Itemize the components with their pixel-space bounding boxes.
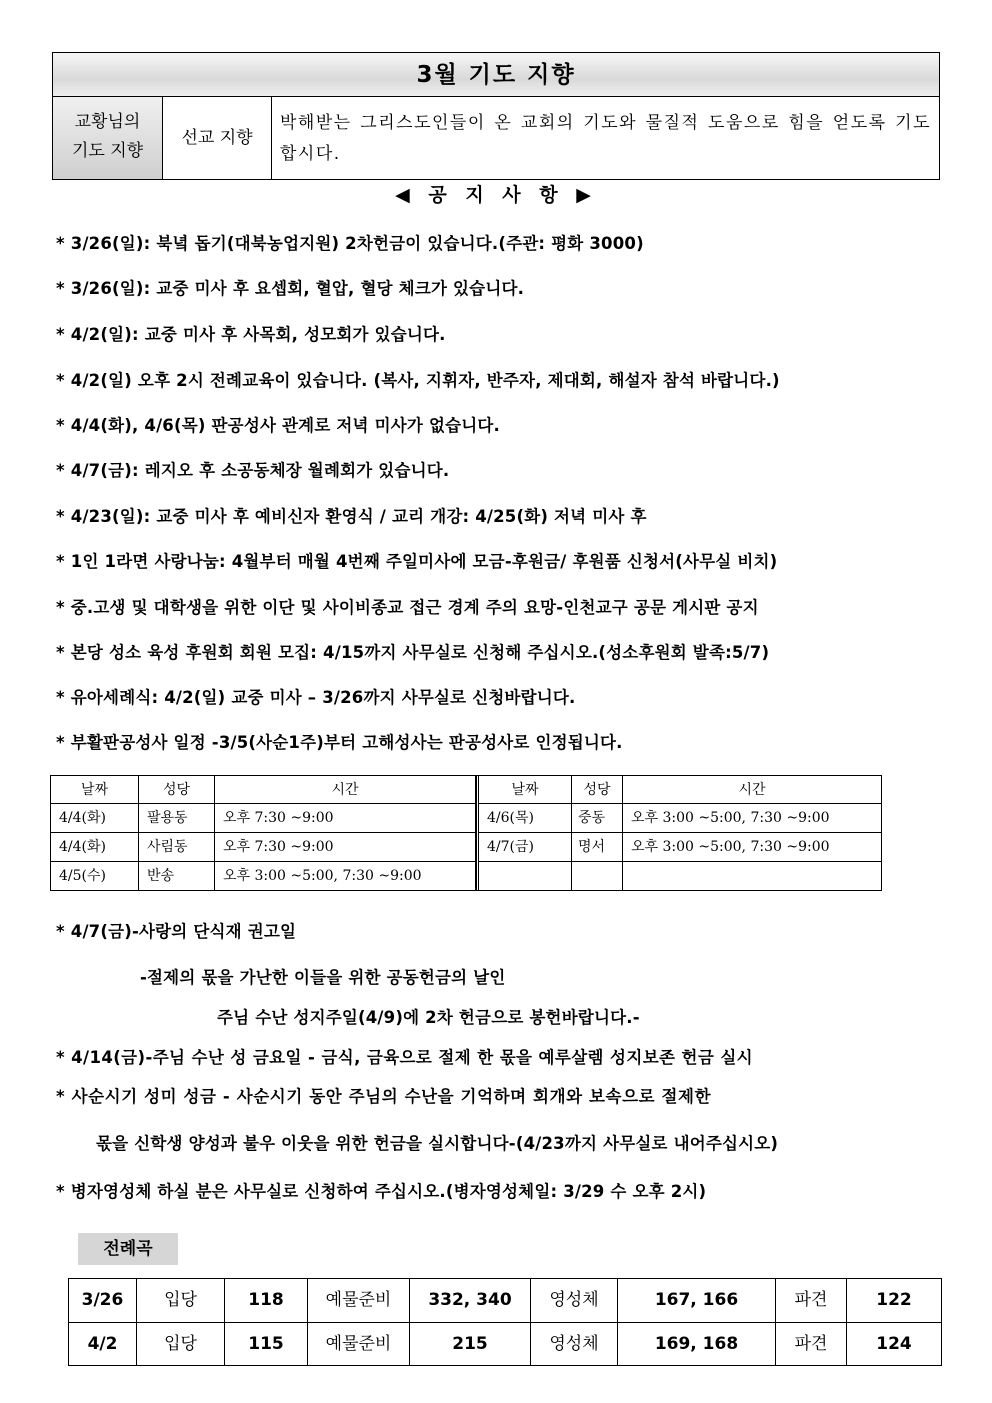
- schedule-time: 오후 3:00 ~5:00, 7:30 ~9:00: [623, 804, 881, 833]
- schedule-double-divider: [476, 776, 479, 890]
- header-time: 시간: [215, 776, 476, 804]
- liturgy-label: 전례곡: [78, 1233, 178, 1265]
- schedule-time: 오후 7:30 ~9:00: [215, 804, 476, 833]
- pope-label-line1: 교황님의: [74, 112, 141, 132]
- header-date: 날짜: [51, 776, 139, 804]
- notice-item: * 부활판공성사 일정 -3/5(사순1주)부터 고해성사는 판공성사로 인정됩니다.: [56, 733, 623, 752]
- schedule-date: [479, 862, 572, 890]
- pope-intention-label: [53, 97, 163, 179]
- notice-item: * 4/2(일): 교중 미사 후 사목회, 성모회가 있습니다.: [56, 325, 446, 344]
- notice-item: * 4/7(금)-사랑의 단식재 권고일: [56, 922, 297, 941]
- schedule-church: [572, 862, 623, 890]
- schedule-date: 4/7(금): [479, 833, 572, 862]
- liturgy-date: 4/2: [69, 1323, 137, 1365]
- notice-item: * 1인 1라면 사랑나눔: 4월부터 매월 4번째 주일미사에 모금-후원금/ 후원품 신청서(사무실 비치): [56, 552, 778, 571]
- schedule-time: 오후 3:00 ~5:00, 7:30 ~9:00: [623, 833, 881, 862]
- notice-heading: ◀ 공 지 사 항 ▶: [395, 184, 597, 206]
- notice-item: * 본당 성소 육성 후원회 회원 모집: 4/15까지 사무실로 신청해 주십시오.(성소후원회 발족:5/7): [56, 643, 770, 662]
- liturgy-hymn: 215: [410, 1323, 531, 1365]
- intention-type: 선교 지향: [163, 97, 272, 179]
- pope-label-line2: 기도 지향: [71, 141, 144, 161]
- header-church: 성당: [139, 776, 215, 804]
- notice-item: * 4/2(일) 오후 2시 전례교육이 있습니다. (복사, 지휘자, 반주자, 제대회, 해설자 참석 바랍니다.): [56, 371, 780, 390]
- liturgy-hymn: 332, 340: [410, 1279, 531, 1323]
- notice-item: * 유아세례식: 4/2(일) 교중 미사 – 3/26까지 사무실로 신청바랍니다.: [56, 688, 576, 707]
- liturgy-hymn: 124: [876, 1334, 912, 1354]
- schedule-time: 오후 3:00 ~5:00, 7:30 ~9:00: [215, 862, 476, 890]
- liturgy-part: 예물준비: [308, 1279, 410, 1323]
- notice-item: * 사순시기 성미 성금 - 사순시기 동안 주님의 수난을 기억하며 회개와 보속으로 절제한: [56, 1087, 712, 1106]
- liturgy-date: 3/26: [69, 1279, 137, 1323]
- notice-item: * 4/7(금): 레지오 후 소공동체장 월례회가 있습니다.: [56, 461, 450, 480]
- liturgy-part: 영성체: [531, 1323, 618, 1365]
- liturgy-table: [68, 1278, 942, 1366]
- liturgy-hymn: 118: [225, 1279, 308, 1323]
- prayer-intention-box: [52, 52, 940, 180]
- confession-schedule-table: [50, 775, 882, 891]
- header-date: 날짜: [479, 776, 572, 804]
- intention-text: 박해받는 그리스도인들이 온 교회의 기도와 물질적 도움으로 힘을 얻도록 기도합시다.: [280, 113, 931, 164]
- schedule-date: 4/4(화): [51, 804, 139, 833]
- notice-item: 몫을 신학생 양성과 불우 이웃을 위한 헌금을 실시합니다-(4/23까지 사무실로 내어주십시오): [96, 1134, 779, 1153]
- liturgy-hymn: 122: [847, 1279, 941, 1323]
- header-time: 시간: [623, 776, 881, 804]
- header-church: 성당: [572, 776, 623, 804]
- notice-item: * 중.고생 및 대학생을 위한 이단 및 사이비종교 접근 경계 주의 요망-인천교구 공문 게시판 공지: [56, 598, 759, 617]
- notice-item: * 4/4(화), 4/6(목) 판공성사 관계로 저녁 미사가 없습니다.: [56, 416, 501, 435]
- notice-item: * 4/23(일): 교중 미사 후 예비신자 환영식 / 교리 개강: 4/25(화) 저녁 미사 후: [56, 507, 647, 526]
- liturgy-hymn: 169, 168: [618, 1323, 776, 1365]
- prayer-row: [53, 97, 939, 179]
- liturgy-part: 입당: [137, 1279, 225, 1323]
- notice-item: * 3/26(일): 교중 미사 후 요셉회, 혈압, 혈당 체크가 있습니다.: [56, 279, 525, 298]
- schedule-church: 사림동: [139, 833, 215, 862]
- liturgy-part: 파견: [776, 1323, 847, 1365]
- schedule-church: 명서: [572, 833, 623, 862]
- schedule-time: 오후 7:30 ~9:00: [215, 833, 476, 862]
- liturgy-part: 파견: [776, 1279, 847, 1323]
- liturgy-hymn: 115: [225, 1323, 308, 1365]
- notice-item: * 3/26(일): 북녘 돕기(대북농업지원) 2차헌금이 있습니다.(주관: 평화 3000): [56, 234, 644, 253]
- liturgy-hymn: 167, 166: [618, 1279, 776, 1323]
- prayer-title: 3월 기도 지향: [53, 53, 939, 97]
- liturgy-part: 예물준비: [308, 1323, 410, 1365]
- notice-item: -절제의 몫을 가난한 이들을 위한 공동헌금의 날인: [140, 968, 506, 987]
- liturgy-part: 영성체: [531, 1279, 618, 1323]
- schedule-church: 중동: [572, 804, 623, 833]
- schedule-time: [623, 862, 881, 890]
- schedule-date: 4/6(목): [479, 804, 572, 833]
- schedule-church: 팔용동: [139, 804, 215, 833]
- liturgy-part: 입당: [137, 1323, 225, 1365]
- schedule-date: 4/5(수): [51, 862, 139, 890]
- schedule-church: 반송: [139, 862, 215, 890]
- notice-item: * 4/14(금)-주님 수난 성 금요일 - 금식, 금육으로 절제 한 몫을 예루살렘 성지보존 헌금 실시: [56, 1048, 754, 1067]
- notice-item: * 병자영성체 하실 분은 사무실로 신청하여 주십시오.(병자영성체일: 3/29 수 오후 2시): [56, 1182, 707, 1201]
- notice-item: 주님 수난 성지주일(4/9)에 2차 헌금으로 봉헌바랍니다.-: [217, 1008, 640, 1027]
- schedule-date: 4/4(화): [51, 833, 139, 862]
